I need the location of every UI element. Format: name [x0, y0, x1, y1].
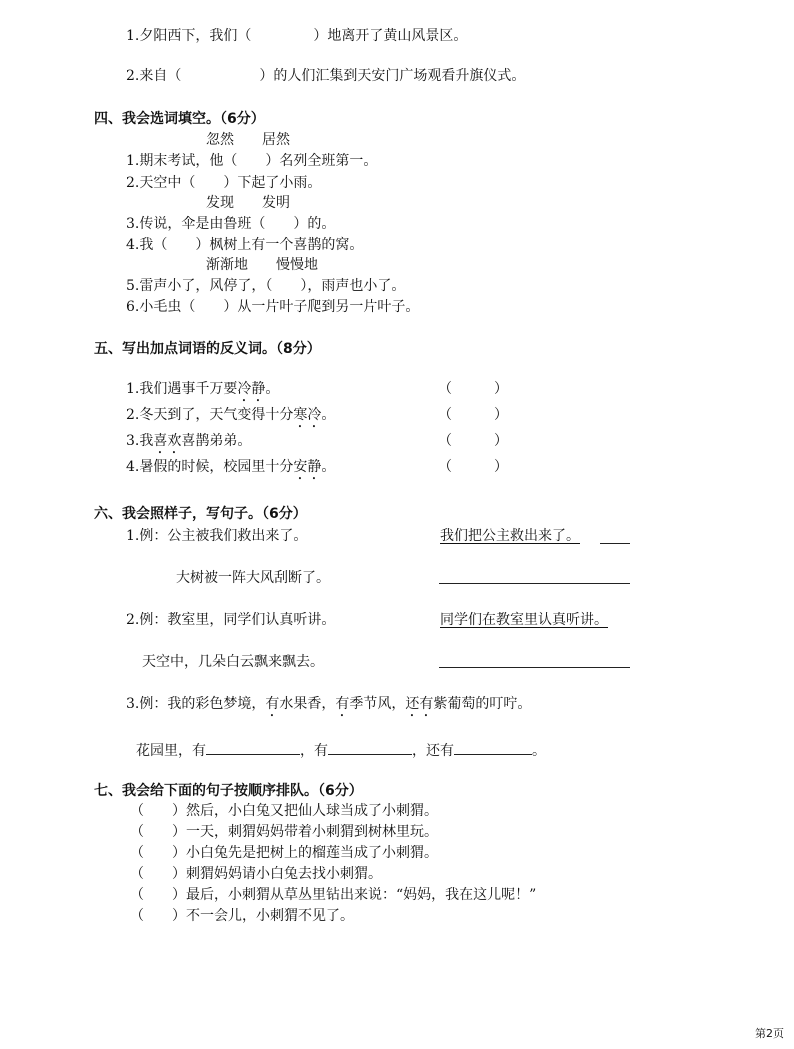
sec5-q3	[126, 432, 251, 457]
sec4-q6: 6.小毛虫（ ）从一片叶子爬到另一片叶子。	[126, 299, 420, 315]
example-3	[126, 695, 531, 720]
order-item[interactable]: （ ）然后，小白兔又把仙人球当成了小刺猬。	[130, 803, 438, 819]
sec5-q2-end: 。	[321, 407, 336, 423]
dotted-word: 冷静	[237, 381, 266, 397]
section-6-title: 六、我会照样子，写句子。（6分）	[94, 506, 307, 522]
example-2: 2.例：教室里，同学们认真听讲。	[126, 612, 336, 628]
answer-blank[interactable]	[454, 740, 532, 755]
sec3-q1-part1: 1.夕阳西下，我们（	[126, 28, 252, 44]
sec4-q3: 3.传说，伞是由鲁班（ ）的。	[126, 216, 336, 232]
order-item[interactable]: （ ）刺猬妈妈请小白兔去找小刺猬。	[130, 866, 382, 882]
section-4-title: 四、我会选词填空。（6分）	[94, 111, 265, 127]
sec4-q5: 5.雷声小了，风停了，（ ），雨声也小了。	[126, 278, 406, 294]
answer-line[interactable]	[439, 667, 630, 668]
dotted-word: 喜欢	[153, 433, 182, 449]
sec5-q1	[126, 380, 279, 405]
sec3-q1-part2: ）地离开了黄山风景区。	[313, 28, 468, 44]
order-item[interactable]: （ ）最后，小刺猬从草丛里钻出来说：“妈妈，我在这儿呢！”	[130, 887, 537, 903]
practice-1: 大树被一阵大风刮断了。	[176, 570, 330, 586]
practice-3-text: 。	[532, 743, 546, 759]
dotted-word: 还有	[405, 696, 434, 712]
answer-paren[interactable]: （ ）	[438, 433, 508, 449]
order-item[interactable]: （ ）小白兔先是把树上的榴莲当成了小刺猬。	[130, 845, 438, 861]
dotted-word: 有	[265, 696, 280, 712]
sec5-q2-text: 2.冬天到了，天气变得十分	[126, 407, 294, 423]
example-3-text: 3.例：我的彩色梦境，	[126, 696, 266, 712]
answer-paren[interactable]: （ ）	[438, 407, 508, 423]
sec3-q2	[126, 67, 525, 85]
answer-blank[interactable]	[328, 740, 412, 755]
practice-3	[136, 740, 546, 760]
order-item[interactable]: （ ）一天，刺猬妈妈带着小刺猬到树林里玩。	[130, 824, 438, 840]
example-1: 1.例：公主被我们救出来了。	[126, 528, 308, 544]
answer-paren[interactable]: （ ）	[438, 459, 508, 475]
word-choice-3: 渐渐地 慢慢地	[206, 257, 318, 273]
sec4-q1: 1.期末考试，他（ ）名列全班第一。	[126, 153, 378, 169]
answer-line[interactable]	[439, 583, 630, 584]
sec4-q4: 4.我（ ）枫树上有一个喜鹊的窝。	[126, 237, 364, 253]
page-number: 第2页	[755, 1027, 784, 1040]
sec5-q3-text: 3.我	[126, 433, 154, 449]
word-choice-1: 忽然 居然	[206, 132, 290, 148]
example-3-text: 紫葡萄的叮咛。	[433, 696, 532, 712]
section-7-title: 七、我会给下面的句子按顺序排队。（6分）	[94, 783, 363, 799]
dotted-word: 有	[335, 696, 350, 712]
sec3-q1	[126, 27, 467, 45]
dotted-word: 寒冷	[293, 407, 322, 423]
sec5-q3-end: 喜鹊弟弟。	[181, 433, 252, 449]
sec3-q2-part1: 2.来自（	[126, 68, 182, 84]
example-3-text: 水果香，	[279, 696, 336, 712]
sec5-q4-end: 。	[321, 459, 336, 475]
sec4-q2: 2.天空中（ ）下起了小雨。	[126, 175, 322, 191]
practice-2: 天空中，几朵白云飘来飘去。	[142, 654, 324, 670]
dotted-word: 安静	[293, 459, 322, 475]
sec5-q4	[126, 458, 335, 483]
section-5-title: 五、写出加点词语的反义词。（8分）	[94, 341, 321, 357]
practice-3-text: ，还有	[412, 743, 454, 759]
practice-3-text: 花园里，有	[136, 743, 206, 759]
answer-paren[interactable]: （ ）	[438, 381, 508, 397]
answer-blank[interactable]	[206, 740, 300, 755]
example-3-text: 季节风，	[349, 696, 406, 712]
sec5-q4-text: 4.暑假的时候，校园里十分	[126, 459, 294, 475]
sec3-q2-part2: ）的人们汇集到天安门广场观看升旗仪式。	[259, 68, 526, 84]
sec5-q1-text: 1.我们遇事千万要	[126, 381, 238, 397]
sec5-q1-end: 。	[265, 381, 280, 397]
example-2-answer: 同学们在教室里认真听讲。	[440, 612, 608, 628]
word-choice-2: 发现 发明	[206, 195, 290, 211]
order-item[interactable]: （ ）不一会儿，小刺猬不见了。	[130, 908, 354, 924]
answer-line	[600, 543, 630, 544]
practice-3-text: ，有	[300, 743, 328, 759]
sec5-q2	[126, 406, 335, 431]
example-1-answer: 我们把公主救出来了。	[440, 528, 580, 544]
